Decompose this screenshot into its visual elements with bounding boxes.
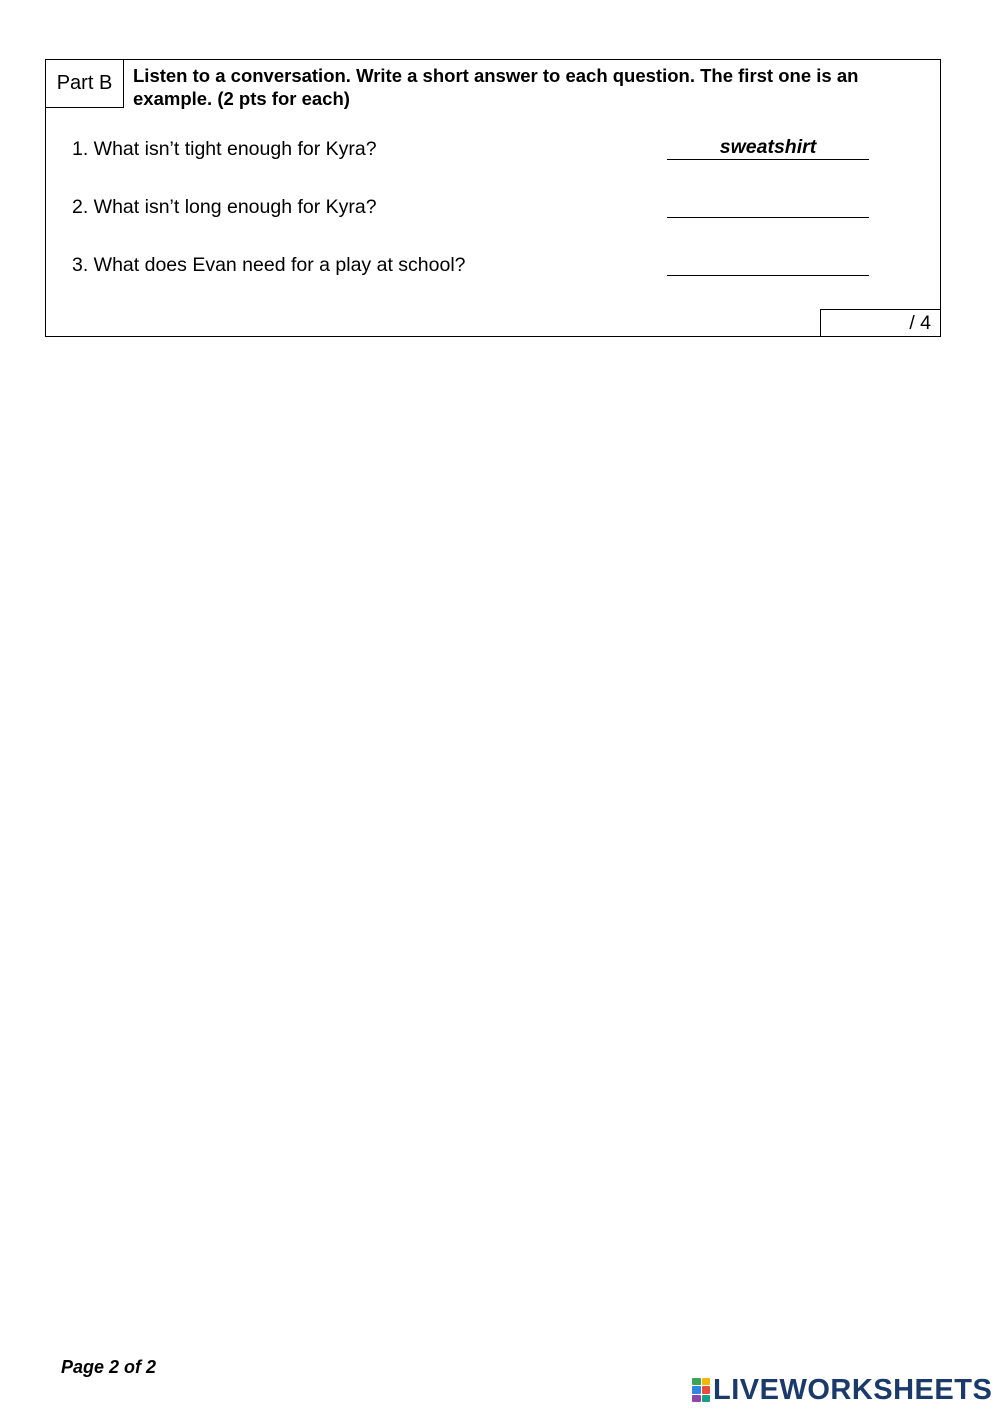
- score-box: / 4: [820, 309, 941, 337]
- question-3: 3. What does Evan need for a play at school?: [72, 254, 466, 276]
- part-b-section: [45, 59, 941, 337]
- answer-field-2[interactable]: [667, 194, 869, 218]
- part-label: Part B: [46, 60, 124, 108]
- question-2: 2. What isn’t long enough for Kyra?: [72, 196, 377, 218]
- answer-field-1[interactable]: sweatshirt: [667, 136, 869, 160]
- brand-text: LIVEWORKSHEETS: [713, 1373, 993, 1406]
- answer-field-3[interactable]: [667, 252, 869, 276]
- question-1: 1. What isn’t tight enough for Kyra?: [72, 138, 377, 160]
- liveworksheets-logo: [692, 1374, 992, 1406]
- liveworksheets-logo-icon: [692, 1378, 710, 1402]
- page-number: Page 2 of 2: [61, 1357, 157, 1377]
- instruction-text: Listen to a conversation. Write a short answer to each question. The first one is an example. (2 pts for each): [133, 65, 859, 109]
